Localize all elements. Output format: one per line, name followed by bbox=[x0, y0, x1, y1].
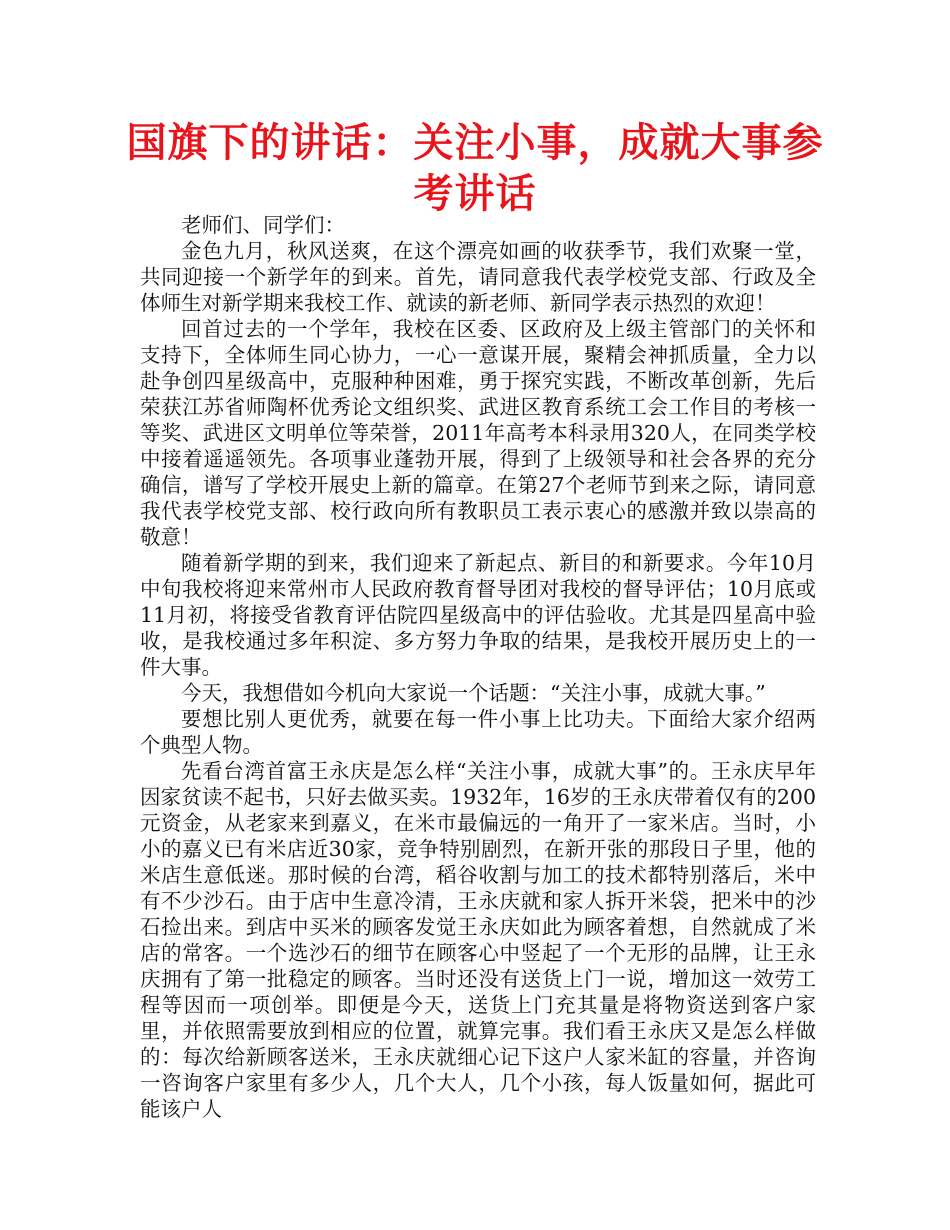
body-paragraph: 要想比别人更优秀，就要在每一件小事上比功夫。下面给大家介绍两个典型人物。 bbox=[140, 707, 816, 757]
document-title: 国旗下的讲话：关注小事，成就大事参考讲话 bbox=[126, 120, 824, 217]
body-paragraph: 回首过去的一个学年，我校在区委、区政府及上级主管部门的关怀和支持下，全体师生同心协力，一心一意谋开展，聚精会神抓质量，全力以赴争创四星级高中，克服种种困难，勇于探究实践，不断改革创新，先后荣获江苏省师陶杯优秀论文组织奖、武进区教育系统工会工作目的考核一等奖、武进区文明单位等荣誉，2011年高考本科录用320人，在同类学校中接着遥遥领先。各项事业蓬勃开展，得到了上级领导和社会各界的充分确信，谱写了学校开展史上新的篇章。在第27个老师节到来之际，请同意我代表学校党支部、校行政向所有教职员工表示衷心的感激并致以崇高的敬意！ bbox=[140, 317, 816, 549]
body-paragraph: 先看台湾首富王永庆是怎么样“关注小事，成就大事”的。王永庆早年因家贫读不起书，只好去做买卖。1932年，16岁的王永庆带着仅有的200元资金，从老家来到嘉义，在米市最偏远的一角开了一家米店。当时，小小的嘉义已有米店近30家，竞争特别剧烈，在新开张的那段日子里，他的米店生意低迷。那时候的台湾，稻谷收割与加工的技术都特别落后，米中有不少沙石。由于店中生意冷清，王永庆就和家人拆开米袋，把米中的沙石捡出来。到店中买米的顾客发觉王永庆如此为顾客着想，自然就成了米店的常客。一个选沙石的细节在顾客心中竖起了一个无形的品牌，让王永庆拥有了第一批稳定的顾客。当时还没有送货上门一说，增加这一效劳工程等因而一项创举。即便是今天，送货上门充其量是将物资送到客户家里，并依照需要放到相应的位置，就算完事。我们看王永庆又是怎么样做的：每次给新顾客送米，王永庆就细心记下这户人家米缸的容量，并咨询一咨询客户家里有多少人，几个大人，几个小孩，每人饭量如何，据此可能该户人 bbox=[140, 759, 816, 1121]
document-body bbox=[140, 212, 816, 1122]
body-paragraph: 今天，我想借如今机向大家说一个话题：“关注小事，成就大事。” bbox=[181, 681, 766, 705]
salutation-paragraph: 老师们、同学们： bbox=[181, 213, 345, 237]
body-paragraph: 随着新学期的到来，我们迎来了新起点、新目的和新要求。今年10月中旬我校将迎来常州市人民政府教育督导团对我校的督导评估；10月底或11月初，将接受省教育评估院四星级高中的评估验收。尤其是四星高中验收，是我校通过多年积淀、多方努力争取的结果，是我校开展历史上的一件大事。 bbox=[140, 551, 816, 679]
body-paragraph: 金色九月，秋风送爽，在这个漂亮如画的收获季节，我们欢聚一堂，共同迎接一个新学年的到来。首先，请同意我代表学校党支部、行政及全体师生对新学期来我校工作、就读的新老师、新同学表示热烈的欢迎！ bbox=[140, 239, 816, 315]
